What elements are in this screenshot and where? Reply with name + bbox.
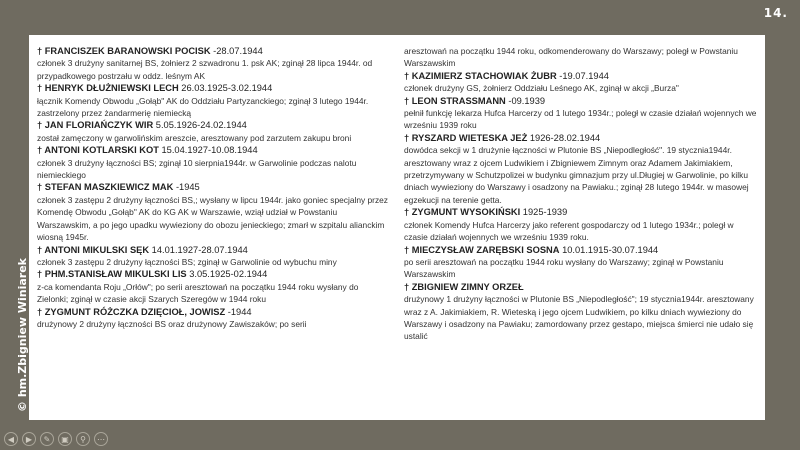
entry-name: † LEON STRASSMANN — [404, 95, 506, 106]
memorial-entry — [37, 244, 390, 269]
memorial-entry — [404, 206, 757, 243]
memorial-entry — [37, 181, 390, 243]
prev-icon[interactable]: ◀ — [4, 432, 18, 446]
entry-dates: -1945 — [173, 182, 200, 193]
entry-title — [37, 82, 390, 94]
entry-name: † FRANCISZEK BARANOWSKI POCISK — [37, 46, 211, 56]
memorial-entry — [37, 268, 390, 305]
entry-name: † HENRYK DŁUŻNIEWSKI LECH — [37, 83, 179, 94]
entry-name: † ZYGMUNT RÓŻCZKA DZIĘCIOŁ, JOWISZ — [37, 306, 226, 317]
entry-title — [404, 244, 757, 256]
left-column — [37, 45, 390, 416]
entry-description: członek Komendy Hufca Harcerzy jako referent gospodarczy od 1 lutego 1934r.; poległ w czasie działań wojennych we wrześniu 1939 roku. — [404, 219, 734, 243]
entry-name: † JAN FLORIAŃCZYK WIR — [37, 120, 154, 131]
slide-number: 14. — [763, 6, 788, 20]
entry-description: został zamęczony w garwolińskim areszcie, aresztowany pod zarzutem zakupu broni — [37, 132, 352, 143]
entry-description: łącznik Komendy Obwodu „Gołąb" AK do Oddziału Partyzanckiego; zginął 3 lutego 1944r. zastrzelony przez żandarmerię niemiecką — [37, 95, 369, 119]
zoom-icon[interactable]: ⚲ — [76, 432, 90, 446]
entry-title — [404, 281, 757, 293]
content-panel — [29, 35, 765, 420]
entry-dates: -28.07.1944 — [210, 46, 263, 56]
memorial-entry — [37, 306, 390, 331]
memorial-entry — [37, 119, 390, 144]
entry-title — [37, 45, 390, 57]
entry-dates: 10.01.1915-30.07.1944 — [559, 244, 659, 255]
memorial-entry — [37, 82, 390, 119]
entry-name: † ZBIGNIEW ZIMNY ORZEŁ — [404, 281, 524, 292]
entry-title — [404, 95, 757, 107]
entry-dates: 1925-1939 — [520, 207, 568, 218]
entry-description: pełnił funkcję lekarza Hufca Harcerzy od 1 lutego 1934r.; poległ w czasie działań wojennych we wrześniu 1939 roku — [404, 108, 757, 131]
entry-description: członek 3 zastępu 2 drużyny łączności BS; zginął w Garwolinie od wybuchu miny — [37, 256, 337, 267]
right-column — [404, 45, 757, 416]
memorial-entry — [404, 281, 757, 343]
entry-description: członek 3 drużyny sanitarnej BS, żołnierz 2 szwadronu 1. psk AK; zginął 28 lipca 1944r. od przypadkowego postrzału w oddz. leśnym AK — [37, 58, 373, 81]
entry-title — [37, 119, 390, 131]
entry-dates: -1944 — [225, 306, 252, 317]
entry-description: aresztowań na początku 1944 roku, odkomenderowany do Warszawy; poległ w Powstaniu Warszawskim — [404, 46, 738, 69]
entry-title — [37, 144, 390, 156]
memorial-entry — [404, 244, 757, 281]
author-credit: © hm.Zbigniew Winiarek — [16, 258, 29, 412]
entry-name: † ANTONI KOTLARSKI KOT — [37, 145, 159, 156]
entry-title — [404, 132, 757, 144]
entry-description: członek 3 zastępu 2 drużyny łączności BS,; wysłany w lipcu 1944r. jako goniec specjalny przez Komendę Obwodu „Gołąb" AK do KG AK w Warszawie, wziął udział w Powstaniu Warszawskim, a po jego upadku wywieziony do obozu jenieckiego; zmarł w szpitalu alianckim wiosną 1945r. — [37, 194, 388, 243]
entry-name: † KAZIMIERZ STACHOWIAK ŻUBR — [404, 70, 557, 81]
entry-description: członek drużyny GS, żołnierz Oddziału Leśnego AK, zginął w akcji „Burza" — [404, 83, 679, 94]
entry-title — [37, 244, 390, 256]
memorial-entry — [404, 45, 757, 70]
entry-dates: 26.03.1925-3.02.1944 — [178, 83, 273, 94]
pen-icon[interactable]: ✎ — [40, 432, 54, 446]
entry-description: z-ca komendanta Roju „Orłów"; po serii aresztowań na początku 1944 roku wysłany do Zielonki; zginął w czasie akcji Szarych Szeregów w 1944 roku — [37, 281, 359, 305]
entry-title — [404, 206, 757, 218]
entry-dates: -09.1939 — [505, 95, 546, 106]
entry-dates: 15.04.1927-10.08.1944 — [158, 145, 258, 156]
more-icon[interactable]: ⋯ — [94, 432, 108, 446]
entry-name: † STEFAN MASZKIEWICZ MAK — [37, 182, 174, 193]
entry-dates: 5.05.1926-24.02.1944 — [153, 120, 247, 131]
entry-dates: 1926-28.02.1944 — [527, 132, 601, 143]
entry-title — [37, 306, 390, 318]
entry-dates: 3.05.1925-02.1944 — [186, 269, 268, 280]
memorial-entry — [37, 45, 390, 82]
entry-description: drużynowy 2 drużyny łączności BS oraz drużynowy Zawiszaków; po serii — [37, 318, 307, 329]
entry-name: † MIECZYSŁAW ZARĘBSKI SOSNA — [404, 244, 560, 255]
entry-description: po serii aresztowań na początku 1944 roku wysłany do Warszawy; zginął w Powstaniu Warszawskim — [404, 256, 724, 280]
slideshow-controls — [4, 432, 108, 446]
next-icon[interactable]: ▶ — [22, 432, 36, 446]
entry-title — [37, 181, 390, 193]
entry-name: † RYSZARD WIETESKA JEŻ — [404, 132, 528, 143]
entry-dates: -19.07.1944 — [556, 70, 609, 81]
entry-name: † PHM.STANISŁAW MIKULSKI LIS — [37, 269, 187, 280]
memorial-entry — [37, 144, 390, 181]
entry-description: dowódca sekcji w 1 drużynie łączności w Plutonie BS „Niepodległość". 19 stycznia1944r. aresztowany wraz z ojcem Ludwikiem i Zbigniewem Zimnym oraz Adamem Jakimiakiem, przetrzymywany w Schutzpolizei w budynku gimnazjum przy ul.Długiej w Garwolinie, po kilku dniach wywieziony do Warszawy i osadzony na Pawiaku.; zginął 28 lutego 1944r. w masowej egzekucji na terenie getta. — [404, 145, 749, 205]
entry-name: † ZYGMUNT WYSOKIŃSKI — [404, 207, 521, 218]
entry-dates: 14.01.1927-28.07.1944 — [149, 244, 248, 255]
entry-title — [404, 70, 757, 82]
entry-description: członek 3 drużyny łączności BS; zginął 10 sierpnia1944r. w Garwolinie podczas nalotu niemieckiego — [37, 157, 357, 181]
entry-name: † ANTONI MIKULSKI SĘK — [37, 244, 150, 255]
memorial-entry — [404, 95, 757, 132]
slides-icon[interactable]: ▣ — [58, 432, 72, 446]
memorial-entry — [404, 70, 757, 95]
entry-description: drużynowy 1 drużyny łączności w Plutonie BS „Niepodległość"; 19 stycznia1944r. aresztowany wraz z A. Jakimiakiem, R. Wieteską i jego ojcem Ludwikiem, po kilku dniach wywieziony do Warszawy i osadzony na Pawiaku; zamordowany przez gestapo, miejsca śmierci nie udało się ustalić — [404, 294, 754, 342]
entry-title — [37, 268, 390, 280]
memorial-entry — [404, 132, 757, 206]
